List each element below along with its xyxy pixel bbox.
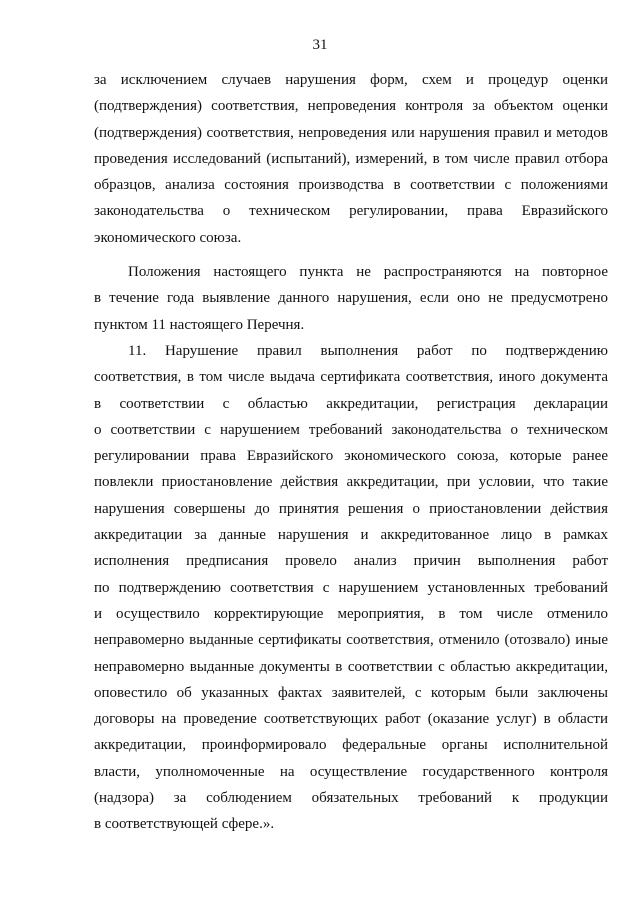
paragraph-line: Положения настоящего пункта не распространяются на повторное — [128, 264, 608, 281]
paragraph-line: оповестило об указанных фактах заявителей, с которым были заключены — [94, 684, 608, 701]
paragraph-line: соответствия, в том числе выдача сертификата соответствия, иного документа — [94, 369, 608, 386]
paragraph-line: нарушения совершены до принятия решения о приостановлении действия — [94, 500, 608, 517]
paragraph-line: в течение года выявление данного нарушения, если оно не предусмотрено — [94, 290, 608, 307]
paragraph-line: аккредитации за данные нарушения и аккредитованное лицо в рамках — [94, 527, 608, 544]
paragraph-line: 11. Нарушение правил выполнения работ по подтверждению — [128, 342, 608, 359]
paragraph-line: неправомерно выданные сертификаты соответствия, отменило (отозвало) иные — [94, 632, 608, 649]
paragraph-line: власти, уполномоченные на осуществление государственного контроля — [94, 763, 608, 780]
paragraph-line: в соответствии с областью аккредитации, регистрация декларации — [94, 395, 608, 412]
paragraph-line: неправомерно выданные документы в соответствии с областью аккредитации, — [94, 658, 608, 675]
paragraph-1 — [94, 67, 608, 251]
paragraph-line: (подтверждения) соответствия, непроведения контроля за объектом оценки — [94, 98, 608, 115]
paragraph-line: в соответствующей сфере.». — [94, 816, 275, 833]
paragraph-line: проведения исследований (испытаний), измерений, в том числе правил отбора — [94, 150, 608, 167]
paragraph-line: экономического союза. — [94, 229, 242, 246]
paragraph-line: (подтверждения) соответствия, непроведения или нарушения правил и методов — [94, 124, 608, 141]
paragraph-line: законодательства о техническом регулировании, права Евразийского — [94, 203, 608, 220]
paragraph-line: по подтверждению соответствия с нарушением установленных требований — [94, 579, 608, 596]
paragraph-line: о соответствии с нарушением требований законодательства о техническом — [94, 421, 608, 438]
paragraph-line: пунктом 11 настоящего Перечня. — [94, 316, 305, 333]
paragraph-line: регулировании права Евразийского экономического союза, которые ранее — [94, 448, 608, 465]
paragraph-line: договоры на проведение соответствующих работ (оказание услуг) в области — [94, 711, 608, 728]
paragraph-line: и осуществило корректирующие мероприятия, в том числе отменило — [94, 605, 608, 622]
paragraph-line: образцов, анализа состояния производства в соответствии с положениями — [94, 177, 608, 194]
paragraph-3 — [94, 338, 608, 838]
paragraph-2 — [94, 259, 608, 338]
paragraph-line: повлекли приостановление действия аккредитации, при условии, что такие — [94, 474, 608, 491]
document-body — [94, 67, 608, 838]
paragraph-line: аккредитации, проинформировало федеральные органы исполнительной — [94, 737, 608, 754]
page-number: 31 — [312, 37, 328, 53]
paragraph-line: исполнения предписания провело анализ причин выполнения работ — [94, 553, 608, 570]
paragraph-line: за исключением случаев нарушения форм, схем и процедур оценки — [94, 72, 608, 88]
paragraph-line: (надзора) за соблюдением обязательных требований к продукции — [94, 790, 608, 807]
paragraph-gap — [94, 251, 608, 259]
